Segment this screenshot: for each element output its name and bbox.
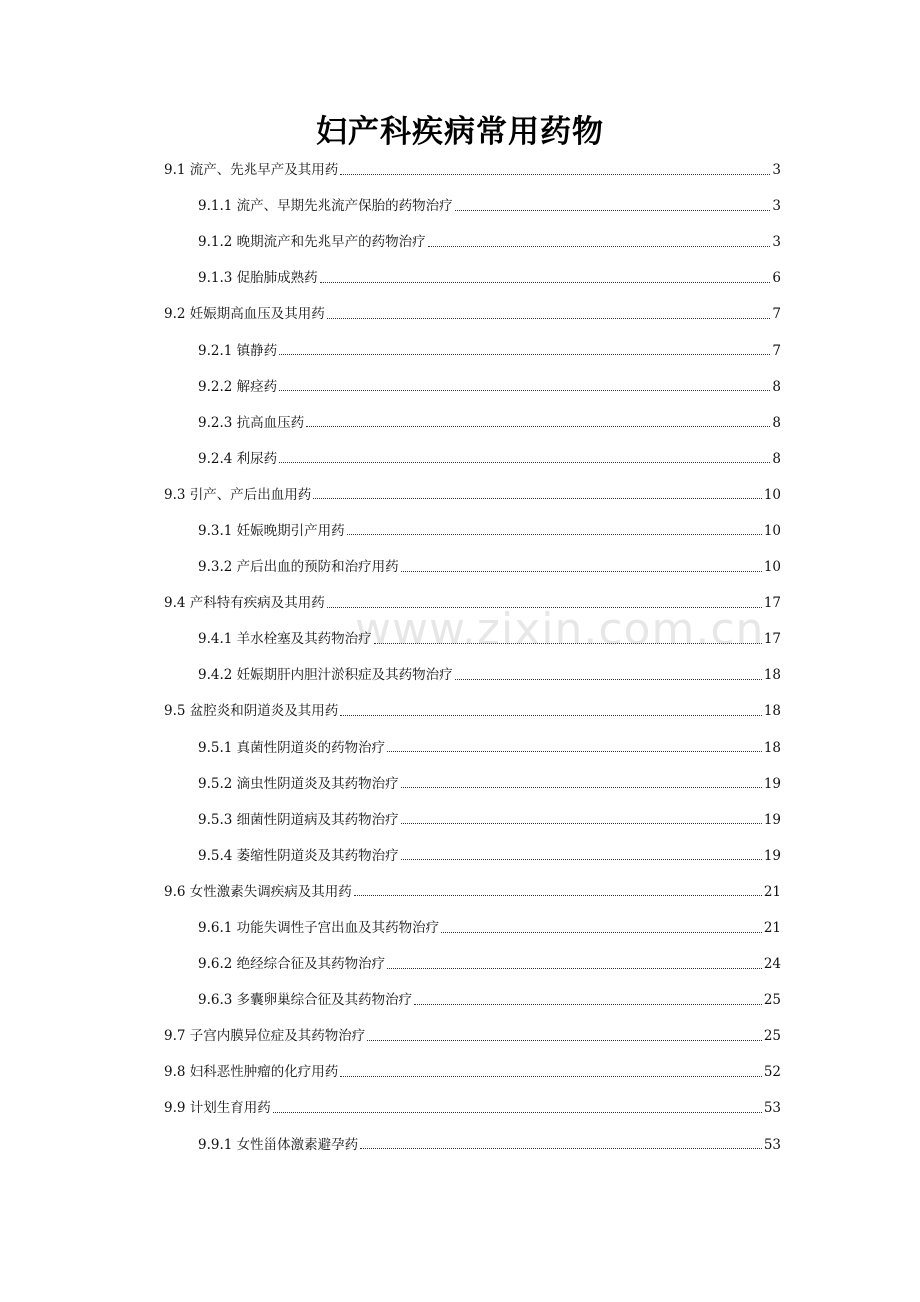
toc-entry[interactable] [0, 621, 920, 657]
toc-entry-page-number: 7 [772, 306, 781, 323]
toc-entry[interactable] [0, 874, 920, 910]
dot-leader [279, 342, 770, 355]
toc-entry-page-number: 8 [772, 378, 781, 395]
toc-entry-page-number: 19 [763, 811, 781, 828]
dot-leader [354, 883, 762, 896]
toc-entry[interactable] [0, 1018, 920, 1054]
dot-leader [306, 414, 770, 427]
dot-leader [340, 703, 762, 716]
toc-entry-page-number: 17 [763, 595, 781, 612]
toc-entry[interactable] [0, 152, 920, 188]
toc-entry[interactable] [0, 838, 920, 874]
toc-entry-page-number: 19 [763, 847, 781, 864]
toc-entry-title: 9.1.3 促胎肺成熟药 [198, 270, 318, 287]
toc-entry[interactable] [0, 441, 920, 477]
dot-leader [414, 992, 762, 1005]
dot-leader [455, 198, 771, 211]
toc-entry-title: 9.2.4 利尿药 [198, 450, 278, 467]
toc-entry-title: 9.3.2 产后出血的预防和治疗用药 [198, 559, 399, 576]
toc-entry-title: 9.5 盆腔炎和阴道炎及其用药 [164, 703, 339, 720]
toc-entry[interactable] [0, 1054, 920, 1090]
toc-entry-title: 9.3.1 妊娠晚期引产用药 [198, 522, 345, 539]
toc-entry[interactable] [0, 513, 920, 549]
toc-entry-page-number: 18 [763, 739, 781, 756]
toc-entry[interactable] [0, 730, 920, 766]
toc-entry[interactable] [0, 657, 920, 693]
toc-entry-page-number: 8 [772, 414, 781, 431]
toc-entry-title: 9.9.1 女性甾体激素避孕药 [198, 1136, 359, 1153]
toc-entry-page-number: 8 [772, 450, 781, 467]
toc-entry-page-number: 19 [763, 775, 781, 792]
toc-entry[interactable] [0, 982, 920, 1018]
dot-leader [428, 234, 771, 247]
dot-leader [387, 956, 762, 969]
toc-entry-page-number: 25 [763, 1028, 781, 1045]
toc-entry-page-number: 21 [763, 883, 781, 900]
toc-entry[interactable] [0, 369, 920, 405]
toc-entry[interactable] [0, 693, 920, 729]
toc-entry-title: 9.2 妊娠期高血压及其用药 [164, 306, 325, 323]
toc-entry[interactable] [0, 1090, 920, 1126]
toc-entry-title: 9.4.2 妊娠期肝内胆汁淤积症及其药物治疗 [198, 667, 453, 684]
toc-entry-title: 9.1.2 晚期流产和先兆早产的药物治疗 [198, 234, 426, 251]
toc-entry[interactable] [0, 585, 920, 621]
toc-entry-page-number: 52 [763, 1064, 781, 1081]
toc-entry-title: 9.4.1 羊水栓塞及其药物治疗 [198, 631, 372, 648]
toc-entry[interactable] [0, 260, 920, 296]
dot-leader [455, 667, 762, 680]
toc-entry-page-number: 10 [763, 559, 781, 576]
toc-entry-page-number: 10 [763, 486, 781, 503]
dot-leader [273, 1100, 762, 1113]
toc-entry[interactable] [0, 1127, 920, 1163]
dot-leader [401, 559, 762, 572]
toc-entry-page-number: 10 [763, 522, 781, 539]
toc-entry-title: 9.6.1 功能失调性子宫出血及其药物治疗 [198, 920, 440, 937]
toc-entry-page-number: 3 [772, 162, 781, 179]
toc-entry-title: 9.4 产科特有疾病及其用药 [164, 595, 325, 612]
dot-leader [327, 306, 771, 319]
toc-entry-title: 9.3 引产、产后出血用药 [164, 486, 312, 503]
dot-leader [401, 775, 762, 788]
toc-entry-title: 9.2.3 抗高血压药 [198, 414, 305, 431]
document-title: 妇产科疾病常用药物 [316, 114, 604, 150]
toc-entry-page-number: 21 [763, 920, 781, 937]
toc-entry[interactable] [0, 405, 920, 441]
toc-entry-title: 9.5.1 真菌性阴道炎的药物治疗 [198, 739, 386, 756]
toc-entry-title: 9.5.3 细菌性阴道病及其药物治疗 [198, 811, 399, 828]
toc-entry-page-number: 18 [763, 703, 781, 720]
toc-entry[interactable] [0, 188, 920, 224]
toc-entry-title: 9.5.4 萎缩性阴道炎及其药物治疗 [198, 847, 399, 864]
toc-entry-title: 9.2.2 解痉药 [198, 378, 278, 395]
dot-leader [279, 450, 770, 463]
toc-entry-page-number: 25 [763, 992, 781, 1009]
dot-leader [401, 847, 762, 860]
dot-leader [360, 1136, 762, 1149]
toc-entry-title: 9.1 流产、先兆早产及其用药 [164, 162, 339, 179]
toc-entry-title: 9.8 妇科恶性肿瘤的化疗用药 [164, 1064, 339, 1081]
dot-leader [313, 486, 762, 499]
toc-entry[interactable] [0, 332, 920, 368]
toc-entry-page-number: 53 [763, 1100, 781, 1117]
dot-leader [347, 522, 762, 535]
toc-entry[interactable] [0, 946, 920, 982]
dot-leader [327, 595, 762, 608]
toc-entry-title: 9.6.2 绝经综合征及其药物治疗 [198, 956, 386, 973]
toc-entry[interactable] [0, 224, 920, 260]
dot-leader [340, 1064, 762, 1077]
watermark: www.zixin.com.cn [355, 604, 765, 655]
toc-entry-page-number: 17 [763, 631, 781, 648]
dot-leader [401, 811, 762, 824]
dot-leader [320, 270, 771, 283]
toc-entry-title: 9.5.2 滴虫性阴道炎及其药物治疗 [198, 775, 399, 792]
table-of-contents [0, 152, 920, 1163]
toc-entry-title: 9.6.3 多囊卵巢综合征及其药物治疗 [198, 992, 413, 1009]
toc-entry-page-number: 18 [763, 667, 781, 684]
toc-entry-page-number: 7 [772, 342, 781, 359]
toc-entry-title: 9.1.1 流产、早期先兆流产保胎的药物治疗 [198, 198, 453, 215]
toc-entry-page-number: 6 [772, 270, 781, 287]
dot-leader [279, 378, 770, 391]
dot-leader [441, 920, 762, 933]
toc-entry[interactable] [0, 477, 920, 513]
toc-entry[interactable] [0, 910, 920, 946]
toc-entry-title: 9.2.1 镇静药 [198, 342, 278, 359]
dot-leader [387, 739, 762, 752]
toc-entry[interactable] [0, 296, 920, 332]
toc-entry[interactable] [0, 549, 920, 585]
toc-entry[interactable] [0, 802, 920, 838]
dot-leader [340, 162, 770, 175]
toc-entry-page-number: 3 [772, 234, 781, 251]
toc-entry-title: 9.6 女性激素失调疾病及其用药 [164, 883, 352, 900]
toc-entry-page-number: 24 [763, 956, 781, 973]
dot-leader [367, 1028, 762, 1041]
toc-entry-title: 9.7 子宫内膜异位症及其药物治疗 [164, 1028, 366, 1045]
toc-entry-page-number: 53 [763, 1136, 781, 1153]
dot-leader [374, 631, 762, 644]
toc-entry-page-number: 3 [772, 198, 781, 215]
toc-entry[interactable] [0, 766, 920, 802]
toc-entry-title: 9.9 计划生育用药 [164, 1100, 271, 1117]
